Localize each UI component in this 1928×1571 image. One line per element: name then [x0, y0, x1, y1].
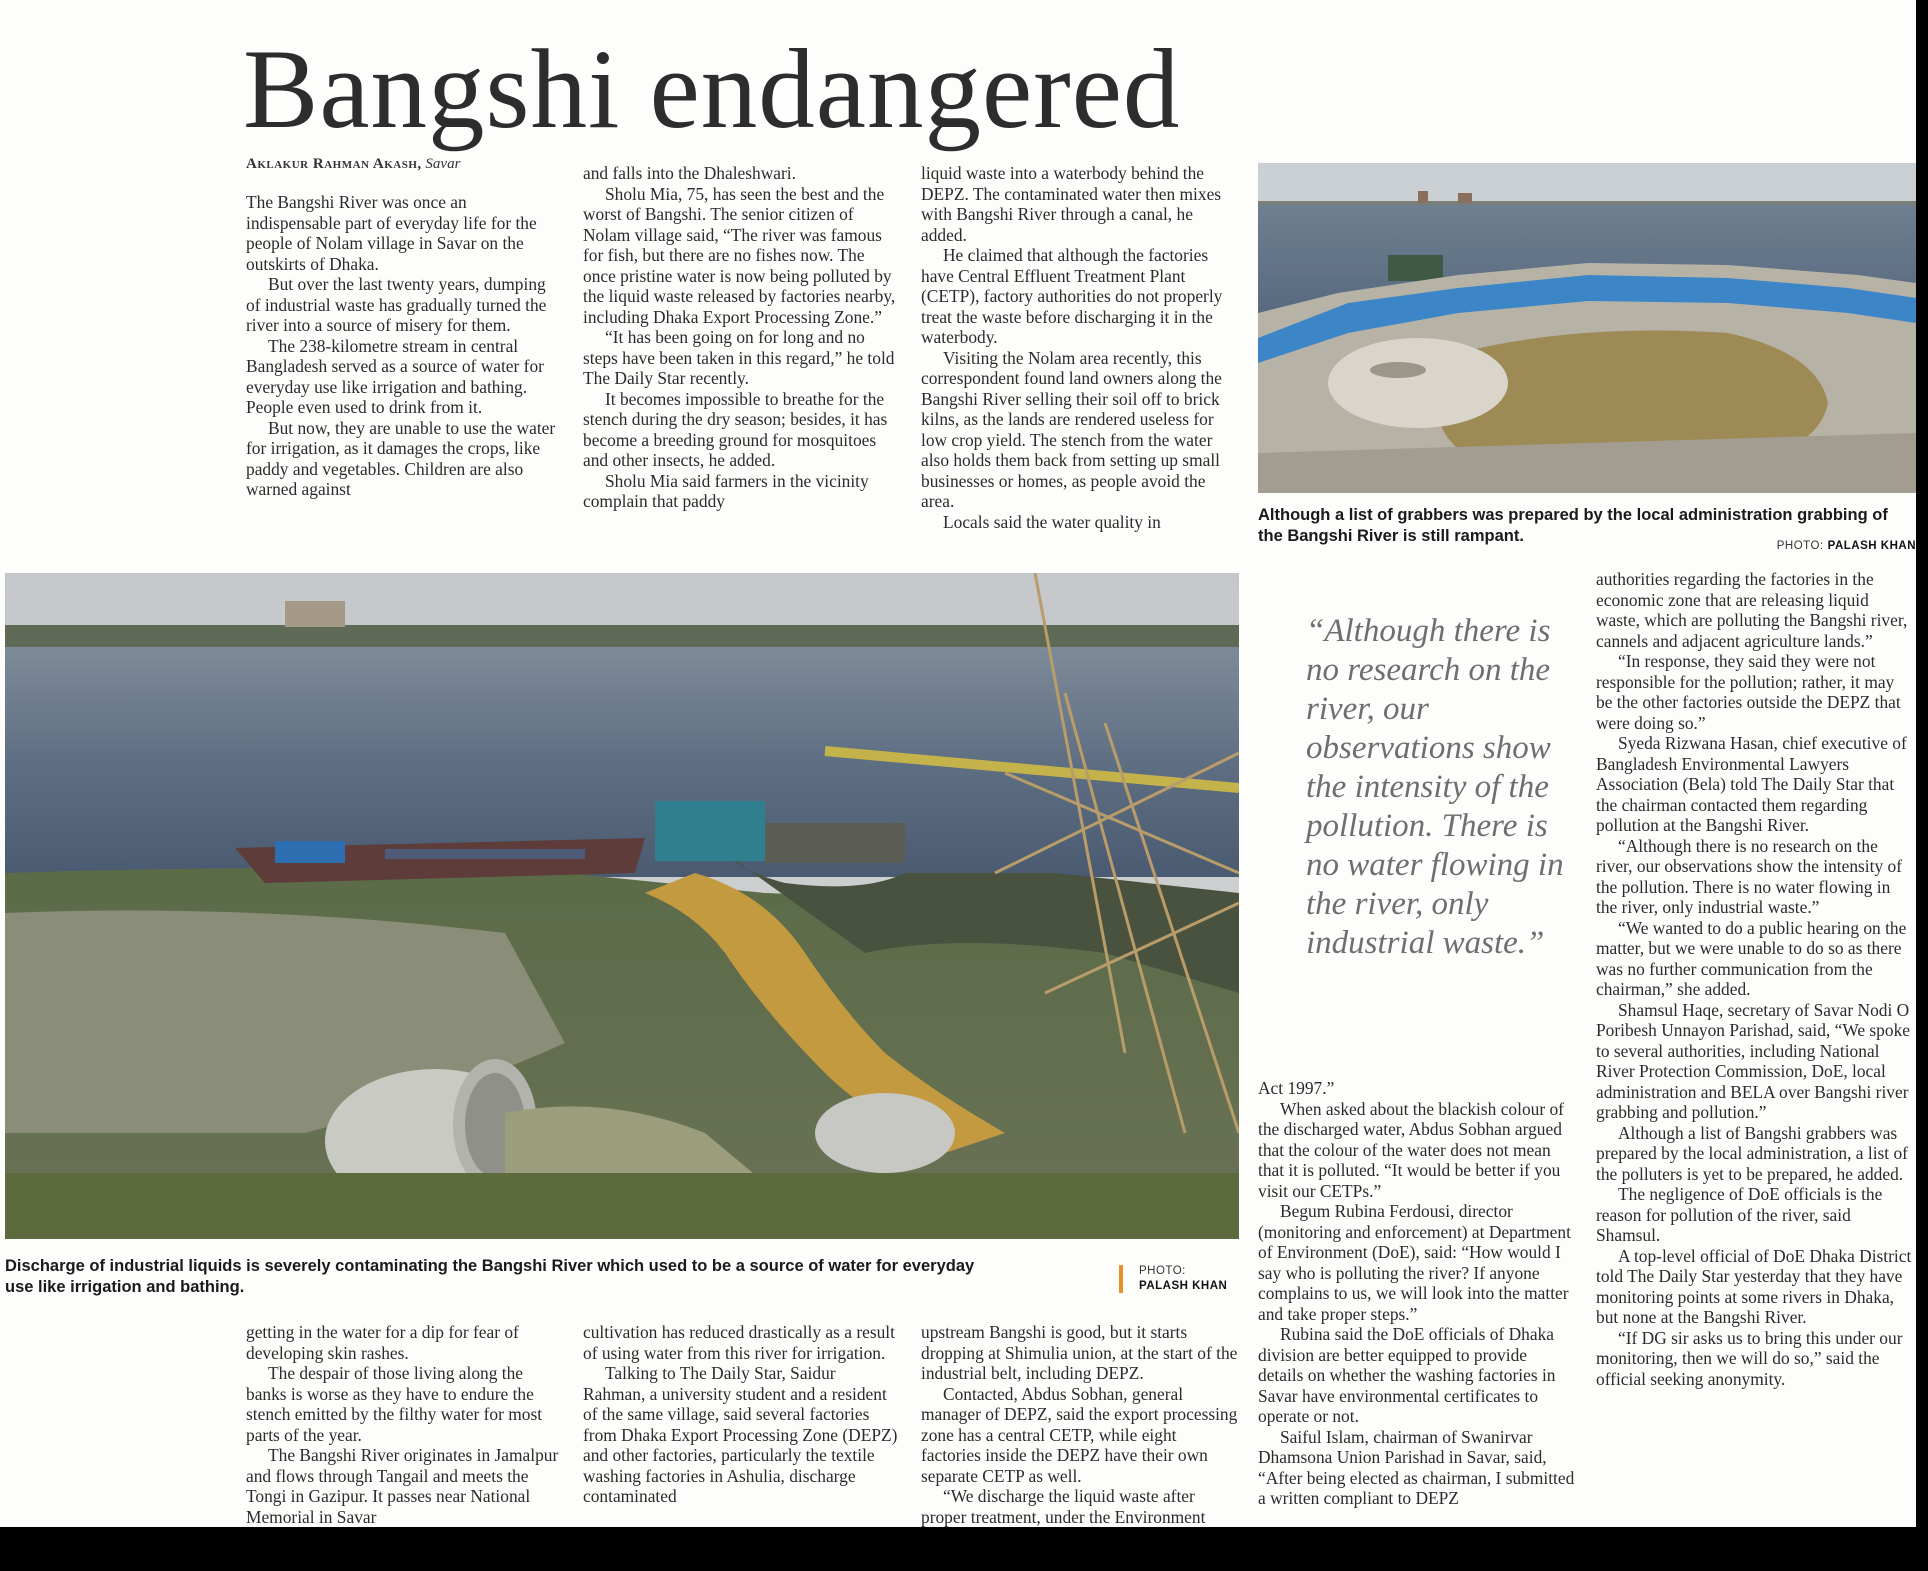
paragraph: The despair of those living along the banks is worse as they have to endure the stench emitted by the filthy water for most parts of the year. — [246, 1363, 543, 1445]
paragraph: But now, they are unable to use the water for irrigation, as it damages the crops, like paddy and vegetables. Children are also warned against — [246, 417, 556, 499]
article-column-3 — [921, 163, 1239, 550]
paragraph: authorities regarding the factories in the economic zone that are releasing liquid waste, which are polluting the Bangshi river, cannels and adjacent agriculture lands.” — [1596, 569, 1908, 651]
paragraph: Shamsul Haqe, secretary of Savar Nodi O Poribesh Unnayon Parishad, said, “We spoke to several authorities, including National River Protection Commission, DoE, local administration and BELA over Bangshi river grabbing and pollution.” — [1596, 999, 1910, 1122]
photo-main-credit-name: PALASH KHAN — [1139, 1280, 1228, 1292]
headline: Bangshi endangered — [243, 27, 1181, 152]
paragraph: cultivation has reduced drastically as a result of using water from this river for irrigation. — [583, 1322, 895, 1363]
paragraph: Sholu Mia, 75, has seen the best and the worst of Bangshi. The senior citizen of Nolam village said, “The river was famous for fish, but there are no fishes now. The once pristine water is now being polluted by the liquid waste released by factories nearby, including Dhaka Export Processing Zone.” — [583, 183, 896, 327]
article-column-2 — [583, 163, 901, 550]
article-column-8 — [1596, 569, 1914, 1527]
photo-main-caption — [5, 1256, 1005, 1298]
paragraph: getting in the water for a dip for fear of developing skin rashes. — [246, 1322, 519, 1363]
photo-illustration — [5, 573, 1239, 1239]
photo-illustration — [1258, 163, 1916, 493]
photo-river-discharge — [5, 573, 1239, 1239]
photo-main-caption-text: Discharge of industrial liquids is severely contaminating the Bangshi River which used to be a source of water for everyday use like irrigation and bathing. — [5, 1257, 975, 1296]
paragraph: It becomes impossible to breathe for the stench during the dry season; besides, it has become a breeding ground for mosquitoes and other insects, he added. — [583, 388, 888, 470]
paragraph: “In response, they said they were not responsible for the pollution; rather, it may be the other factories outside the DEPZ that were doing so.” — [1596, 651, 1901, 733]
paragraph: He claimed that although the factories have Central Effluent Treatment Plant (CETP), factory authorities do not properly treat the waste before discharging it in the waterbody. — [921, 245, 1223, 347]
paragraph: Rubina said the DoE officials of Dhaka division are better equipped to provide details on whether the washing factories in Savar have environmental certificates to operate or not. — [1258, 1324, 1556, 1426]
photo-top-credit-label: PHOTO: — [1776, 540, 1824, 552]
photo-main-credit — [1139, 1264, 1239, 1294]
credit-accent-bar — [1119, 1265, 1123, 1293]
paragraph: “We wanted to do a public hearing on the matter, but we were unable to do so as there was no further communication from the chairman,” she added. — [1596, 917, 1907, 999]
paragraph: “It has been going on for long and no steps have been taken in this regard,” he told The Daily Star recently. — [583, 327, 895, 388]
paragraph: liquid waste into a waterbody behind the DEPZ. The contaminated water then mixes with Bangshi River through a canal, he added. — [921, 163, 1222, 245]
paragraph: and falls into the Dhaleshwari. — [583, 163, 796, 183]
paragraph: The negligence of DoE officials is the reason for pollution of the river, said Shamsul. — [1596, 1184, 1883, 1245]
paragraph: Although a list of Bangshi grabbers was prepared by the local administration, a list of the polluters is yet to be prepared, he added. — [1596, 1122, 1908, 1184]
paragraph: But over the last twenty years, dumping of industrial waste has gradually turned the river into a source of misery for them. — [246, 274, 547, 335]
paragraph: upstream Bangshi is good, but it starts dropping at Shimulia union, at the start of the industrial belt, including DEPZ. — [921, 1322, 1238, 1383]
paragraph: Contacted, Abdus Sobhan, general manager of DEPZ, said the export processing zone has a central CETP, while eight factories inside the DEPZ have their own separate CETP as well. — [921, 1383, 1238, 1486]
paragraph: Sholu Mia said farmers in the vicinity complain that paddy — [583, 470, 869, 511]
paragraph: The Bangshi River originates in Jamalpur and flows through Tangail and meets the Tongi in Gazipur. It passes near National Memorial in Savar — [246, 1445, 559, 1527]
photo-top-caption-text: Although a list of grabbers was prepared by the local administration grabbing of the Bangshi River is still rampant. — [1258, 506, 1888, 545]
photo-top-credit — [1762, 536, 1916, 554]
article-column-4 — [246, 1322, 564, 1527]
photo-river-embankment — [1258, 163, 1916, 493]
article-column-7 — [1258, 1078, 1576, 1527]
byline-location: Savar — [425, 156, 461, 172]
paragraph: “If DG sir asks us to bring this under our monitoring, then we will do so,” said the official seeking anonymity. — [1596, 1327, 1903, 1389]
photo-top-credit-name: PALASH KHAN — [1827, 540, 1916, 552]
article-column-1 — [246, 192, 564, 550]
paragraph: Saiful Islam, chairman of Swanirvar Dhamsona Union Parishad in Savar, said, “After being elected as chairman, I submitted a written compliant to DEPZ — [1258, 1426, 1575, 1508]
paragraph: Visiting the Nolam area recently, this correspondent found land owners along the Bangshi River selling their soil off to brick kilns, as the lands are rendered useless for low crop yield. The stench from the water also holds them back from setting up small businesses or homes, as people avoid the area. — [921, 347, 1222, 511]
paragraph: “We discharge the liquid waste after proper treatment, under the Environment — [921, 1486, 1206, 1527]
paragraph: “Although there is no research on the river, our observations show the intensity of the pollution. There is no water flowing in the river, only industrial waste.” — [1596, 835, 1903, 917]
paragraph: The Bangshi River was once an indispensable part of everyday life for the people of Nolam village in Savar on the outskirts of Dhaka. — [246, 192, 537, 274]
paragraph: When asked about the blackish colour of the discharged water, Abdus Sobhan argued that the colour of the water does not mean that it is polluted. “It would be better if you visit our CETPs.” — [1258, 1098, 1564, 1201]
pull-quote: “Although there is no research on the river, our observations show the intensity of the pollution. There is no water flowing in the river, only industrial waste.” — [1306, 613, 1564, 961]
article-column-5 — [583, 1322, 901, 1527]
paragraph: A top-level official of DoE Dhaka District told The Daily Star yesterday that they have monitoring points at some rivers in Dhaka, but none at the Bangshi River. — [1596, 1245, 1912, 1327]
paragraph: Locals said the water quality in — [943, 511, 1161, 532]
byline-author: Aklakur Rahman Akash, — [246, 156, 422, 172]
paragraph: Begum Rubina Ferdousi, director (monitoring and enforcement) at Department of Environment (DoE), said: “How would I say who is polluting the river? If anyone complains to us, we will look into the matter and take proper steps.” — [1258, 1201, 1571, 1324]
paragraph: Syeda Rizwana Hasan, chief executive of Bangladesh Environmental Lawyers Association (Bela) told The Daily Star that the chairman contacted them regarding pollution at the Bangshi River. — [1596, 733, 1907, 835]
byline — [246, 156, 460, 173]
paragraph: Talking to The Daily Star, Saidur Rahman, a university student and a resident of the same village, said several factories from Dhaka Export Processing Zone (DEPZ) and other factories, particularly the textile washing factories in Ashulia, discharge contaminated — [583, 1363, 898, 1506]
paragraph: Act 1997.” — [1258, 1078, 1335, 1098]
article-column-6 — [921, 1322, 1239, 1527]
paragraph: The 238-kilometre stream in central Bangladesh served as a source of water for everyday use like irrigation and bathing. People even used to drink from it. — [246, 335, 544, 417]
photo-main-credit-label: PHOTO: — [1139, 1265, 1186, 1277]
